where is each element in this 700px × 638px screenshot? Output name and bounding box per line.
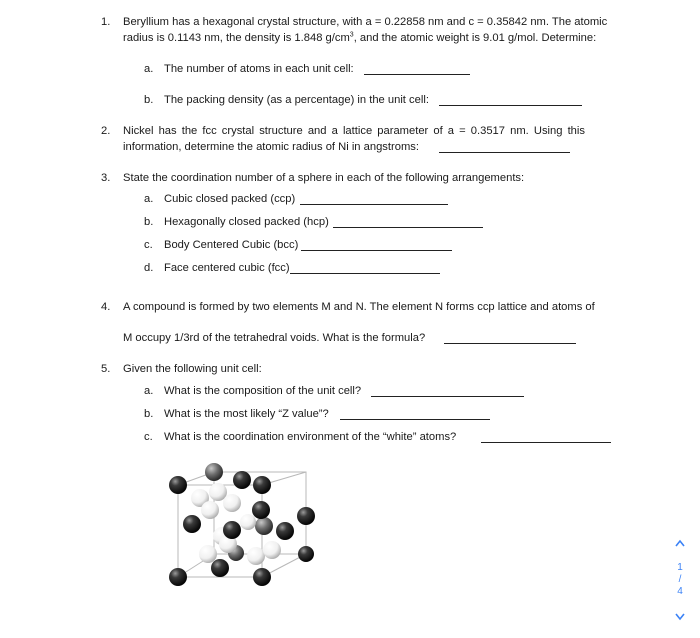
q3b-answer-blank[interactable]	[333, 217, 483, 228]
chevron-up-icon[interactable]	[674, 538, 686, 548]
q3-number: 3.	[101, 172, 111, 184]
q5b-text: What is the most likely “Z value”?	[164, 408, 329, 420]
q2-answer-blank[interactable]	[439, 142, 570, 153]
q3b-text: Hexagonally closed packed (hcp)	[164, 216, 329, 228]
q5a-text: What is the composition of the unit cell?	[164, 385, 362, 397]
q3c-text: Body Centered Cubic (bcc)	[164, 239, 299, 251]
q5c-text: What is the coordination environment of the “white” atoms?	[164, 431, 457, 443]
chevron-down-icon[interactable]	[674, 612, 686, 622]
q4-answer-blank[interactable]	[444, 333, 576, 344]
atoms-black	[169, 476, 294, 586]
q4-line2: M occupy 1/3rd of the tetrahedral voids. What is the formula?	[123, 332, 426, 344]
q3a-label: a.	[144, 193, 154, 205]
q1-number: 1.	[101, 16, 111, 28]
q4-number: 4.	[101, 301, 111, 313]
q3c-label: c.	[144, 239, 153, 251]
q3-line1: State the coordination number of a sphere in each of the following arrangements:	[123, 172, 525, 184]
q3d-text: Face centered cubic (fcc)	[164, 262, 290, 274]
q1-line2: radius is 0.1143 nm, the density is 1.848 $g/cm^3$, and the atomic weight is 9.01 g/mol. Determine:	[123, 31, 597, 44]
q1-line1: Beryllium has a hexagonal crystal structure, with a = 0.22858 nm and c = 0.35842 nm. The atomic	[123, 16, 608, 28]
q5-number: 5.	[101, 363, 111, 375]
q5b-label: b.	[144, 408, 154, 420]
q4-line1: A compound is formed by two elements M and N. The element N forms ccp lattice and atoms of	[123, 301, 595, 313]
q1a-text: The number of atoms in each unit cell:	[164, 63, 354, 75]
q1a-label: a.	[144, 63, 154, 75]
q5c-answer-blank[interactable]	[481, 432, 611, 443]
q1a-answer-blank[interactable]	[364, 64, 470, 75]
current-page: 1	[677, 562, 683, 573]
q5b-answer-blank[interactable]	[340, 409, 490, 420]
q3c-answer-blank[interactable]	[301, 240, 452, 251]
q3a-text: Cubic closed packed (ccp)	[164, 193, 296, 205]
page-navigator	[666, 538, 694, 622]
q3a-answer-blank[interactable]	[300, 194, 448, 205]
page-separator: /	[678, 574, 682, 585]
q5c-label: c.	[144, 431, 153, 443]
q5a-answer-blank[interactable]	[371, 386, 524, 397]
q5-line1: Given the following unit cell:	[123, 363, 262, 375]
total-pages: 4	[677, 586, 683, 597]
q1b-label: b.	[144, 94, 154, 106]
q1b-text: The packing density (as a percentage) in the unit cell:	[164, 94, 429, 106]
q2-number: 2.	[101, 125, 111, 137]
q3d-label: d.	[144, 262, 154, 274]
q1b-answer-blank[interactable]	[439, 95, 582, 106]
q5a-label: a.	[144, 385, 154, 397]
q2-line2: information, determine the atomic radius of Ni in angstroms:	[123, 141, 419, 153]
q3b-label: b.	[144, 216, 154, 228]
q3d-answer-blank[interactable]	[290, 263, 440, 274]
q2-line1: Nickel has the fcc crystal structure and a lattice parameter of a = 0.3517 nm. Using this	[123, 125, 585, 137]
unit-cell-diagram	[160, 458, 320, 588]
